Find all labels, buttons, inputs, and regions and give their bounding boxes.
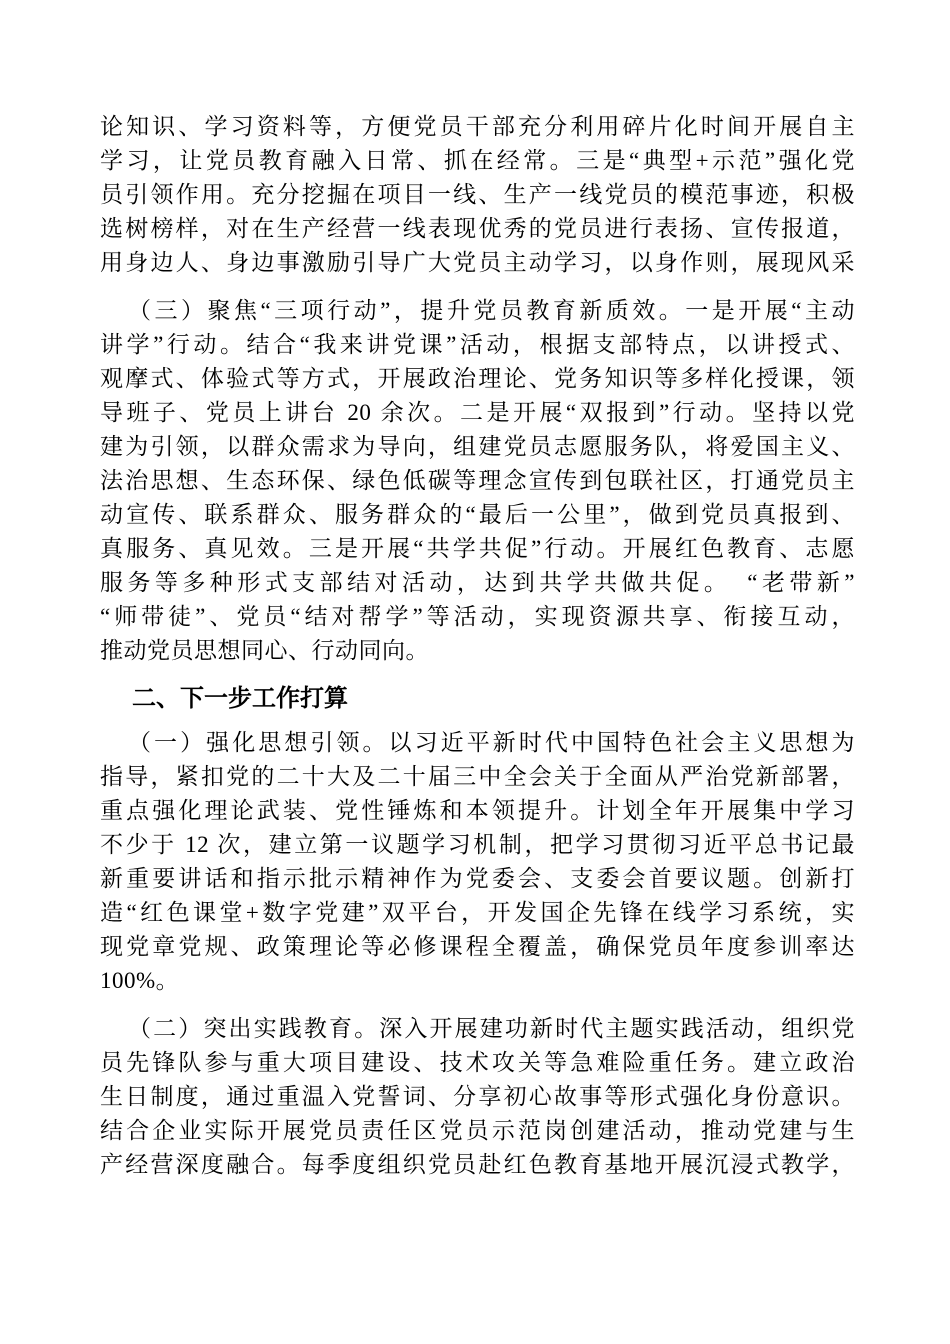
text-line: 新重要讲话和指示批示精神作为党委会、支委会首要议题。创新打 — [100, 866, 855, 891]
text-line: 服务等多种形式支部结对活动，达到共学共做共促。 “老带新” — [100, 570, 855, 595]
text-line: （一）强化思想引领。以习近平新时代中国特色社会主义思想为 — [128, 730, 855, 755]
text-line: 用身边人、身边事激励引导广大党员主动学习，以身作则，展现风采 — [100, 250, 855, 275]
text-line: 指导，紧扣党的二十大及二十届三中全会关于全面从严治党新部署， — [100, 764, 855, 789]
section-heading-next-steps: 二、下一步工作打算 — [132, 685, 348, 712]
text-line: 产经营深度融合。每季度组织党员赴红色教育基地开展沉浸式教学， — [100, 1152, 855, 1177]
text-line: 结合企业实际开展党员责任区党员示范岗创建活动，推动党建与生 — [100, 1118, 855, 1143]
text-line: 论知识、学习资料等，方便党员干部充分利用碎片化时间开展自主 — [100, 114, 855, 139]
text-line: 选树榜样，对在生产经营一线表现优秀的党员进行表扬、宣传报道， — [100, 216, 855, 241]
paragraph-practice-education — [100, 1012, 855, 1182]
text-line: 观摩式、体验式等方式，开展政治理论、党务知识等多样化授课，领 — [100, 366, 855, 391]
text-line: 造“红色课堂+数字党建”双平台，开发国企先锋在线学习系统，实 — [100, 900, 855, 925]
text-line: 员引领作用。充分挖掘在项目一线、生产一线党员的模范事迹，积极 — [100, 182, 855, 207]
text-line: 现党章党规、政策理论等必修课程全覆盖，确保党员年度参训率达 — [100, 934, 855, 959]
paragraph-strengthen-ideology — [100, 726, 855, 998]
text-line: 动宣传、联系群众、服务群众的“最后一公里”，做到党员真报到、 — [100, 502, 855, 527]
text-line: 讲学”行动。结合“我来讲党课”活动，根据支部特点，以讲授式、 — [100, 332, 855, 357]
text-line: 生日制度，通过重温入党誓词、分享初心故事等形式强化身份意识。 — [100, 1084, 855, 1109]
paragraph-continuation — [100, 110, 855, 280]
text-line: 推动党员思想同心、行动同向。 — [100, 638, 429, 663]
text-line: 学习，让党员教育融入日常、抓在经常。三是“典型+示范”强化党 — [100, 148, 855, 173]
paragraph-three-actions — [100, 294, 855, 668]
text-line: 重点强化理论武装、党性锤炼和本领提升。计划全年开展集中学习 — [100, 798, 855, 823]
text-line: “师带徒”、党员“结对帮学”等活动，实现资源共享、衔接互动， — [100, 604, 855, 629]
text-line: 员先锋队参与重大项目建设、技术攻关等急难险重任务。建立政治 — [100, 1050, 855, 1075]
text-line: 真服务、真见效。三是开展“共学共促”行动。开展红色教育、志愿 — [100, 536, 855, 561]
text-line: （三）聚焦“三项行动”，提升党员教育新质效。一是开展“主动 — [128, 298, 855, 323]
text-line: 导班子、党员上讲台 20 余次。二是开展“双报到”行动。坚持以党 — [100, 400, 855, 425]
text-line: 建为引领，以群众需求为导向，组建党员志愿服务队，将爱国主义、 — [100, 434, 855, 459]
text-line: （二）突出实践教育。深入开展建功新时代主题实践活动，组织党 — [128, 1016, 855, 1041]
text-line: 法治思想、生态环保、绿色低碳等理念宣传到包联社区，打通党员主 — [100, 468, 855, 493]
text-line: 不少于 12 次，建立第一议题学习机制，把学习贯彻习近平总书记最 — [100, 832, 855, 857]
text-line: 100%。 — [100, 968, 180, 993]
